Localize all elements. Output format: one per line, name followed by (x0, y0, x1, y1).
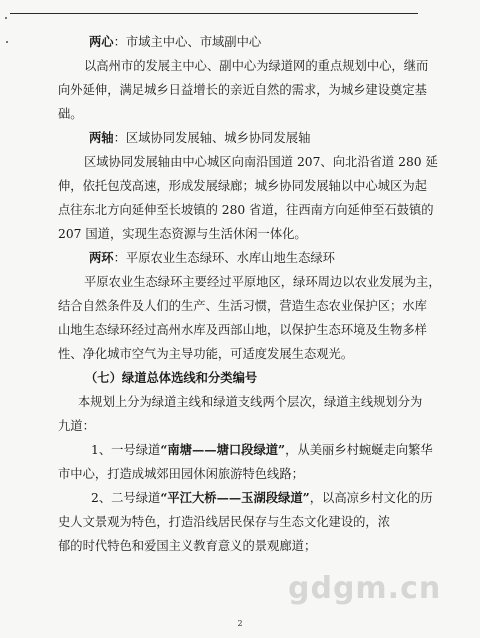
paragraph-line: 性、净化城市空气为主导功能，可适度发展生态观光。 (58, 347, 354, 361)
paragraph-line: 点往东北方向延伸至长坡镇的 280 省道，往西南方向延伸至石鼓镇的 (58, 203, 434, 217)
list-item-greenway-1: 1、一号绿道“南塘——塘口段绿道”，从美丽乡村蜿蜒走向繁华 (91, 442, 433, 457)
heading-two-rings: 两环：平原农业生态绿环、水库山地生态绿环 (89, 250, 335, 265)
watermark: gdgm.cn (288, 571, 442, 606)
paragraph-line: 伸，依托包茂高速，形成发展绿廊；城乡协同发展轴以中心城区为起 (58, 179, 427, 193)
scan-speck (5, 17, 7, 19)
paragraph-line: 结合自然条件及人们的生产、生活习惯，营造生态农业保护区；水库 (58, 299, 427, 313)
paragraph-line: 207 国道，实现生态资源与生活休闲一体化。 (58, 227, 307, 241)
document-page (58, 30, 441, 558)
section-heading: （七）绿道总体选线和分类编号 (85, 370, 258, 385)
paragraph-line: 向外延伸，满足城乡日益增长的亲近自然的需求，为城乡建设奠定基 (58, 83, 427, 97)
heading-two-axes: 两轴：区域协同发展轴、城乡协同发展轴 (89, 130, 311, 145)
list-item-greenway-2: 2、二号绿道“平江大桥——玉湖段绿道”，以高凉乡村文化的历 (91, 490, 433, 505)
paragraph-line: 础。 (58, 107, 83, 121)
paragraph-line: 本规划上分为绿道主线和绿道支线两个层次，绿道主线规划分为 (78, 395, 423, 409)
scan-speck (6, 41, 8, 43)
paragraph-line: 平原农业生态绿环主要经过平原地区，绿环周边以农业发展为主， (84, 275, 441, 289)
paragraph-line: 以高州市的发展主中心、副中心为绿道网的重点规划中心，继而 (84, 59, 429, 73)
header-rule (10, 13, 418, 14)
paragraph-line: 史人文景观为特色，打造沿线居民保存与生态文化建设的，浓 (58, 515, 391, 529)
page-number: 2 (237, 619, 243, 628)
paragraph-line: 山地生态绿环经过高州水库及西部山地，以保护生态环境及生物多样 (58, 323, 427, 337)
paragraph-line: 郁的时代特色和爱国主义教育意义的景观廊道； (58, 539, 317, 553)
paragraph-line: 区域协同发展轴由中心城区向南沿国道 207、向北沿省道 280 延 (84, 155, 438, 169)
paragraph-line: 九道： (58, 419, 95, 433)
heading-two-centers: 两心：市域主中心、市域副中心 (89, 34, 262, 49)
paragraph-line: 市中心，打造成城郊田园休闲旅游特色线路； (58, 467, 304, 481)
